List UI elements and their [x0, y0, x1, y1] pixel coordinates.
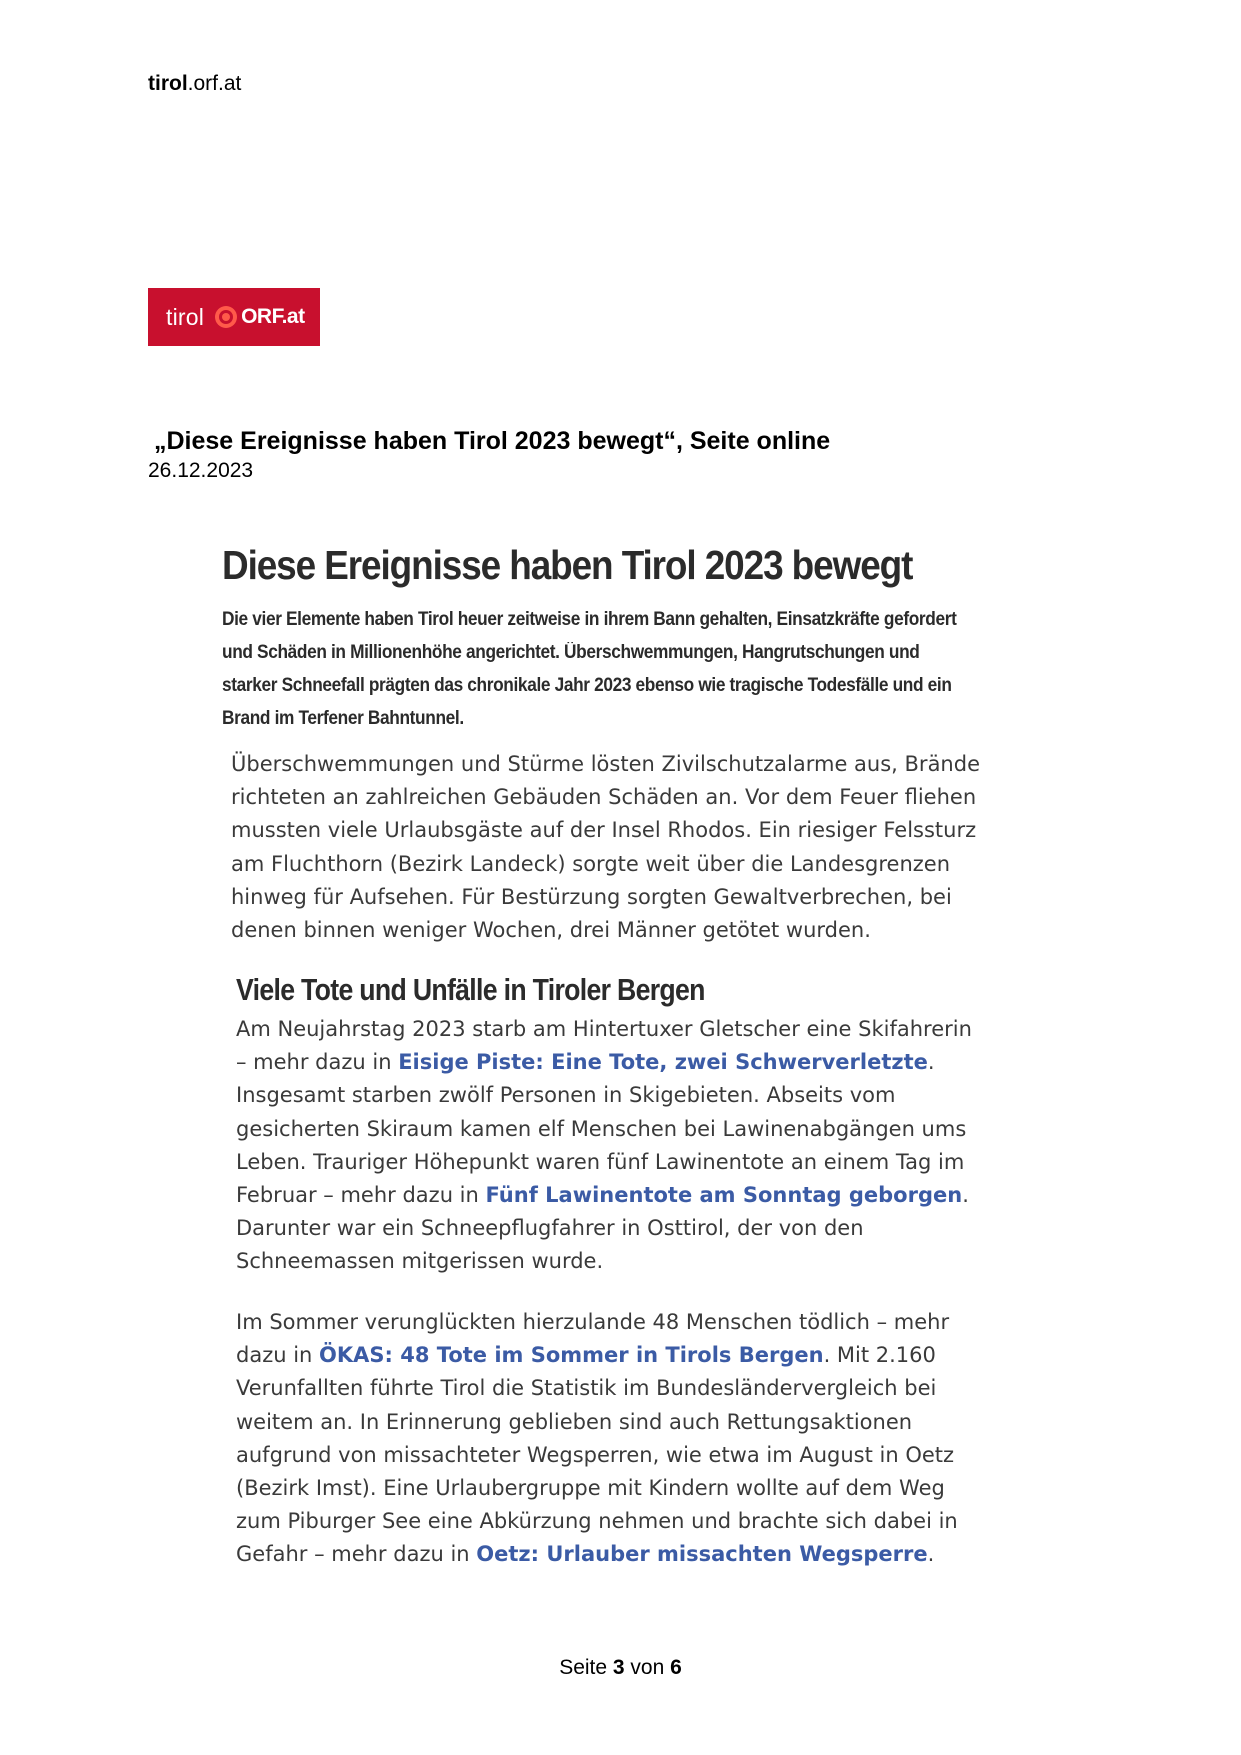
line-text: .	[927, 1542, 935, 1567]
page-total: 6	[670, 1656, 682, 1679]
site-name-rest: .orf.at	[187, 72, 242, 95]
link-fuenf-lawinentote[interactable]: Fünf Lawinentote am Sonntag geborgen	[485, 1183, 963, 1208]
document-title: „Diese Ereignisse haben Tirol 2023 bewegt“, Seite online	[154, 427, 831, 455]
page-number	[0, 1656, 1241, 1680]
paragraph-line: Darunter war ein Schneepflugfahrer in Osttirol, der von den	[236, 1216, 864, 1241]
article-intro	[231, 748, 1051, 947]
paragraph-line: Im Sommer verunglückten hierzulande 48 Menschen tödlich – mehr	[236, 1310, 950, 1334]
line-text: .	[927, 1050, 935, 1075]
paragraph-line: Insgesamt starben zwölf Personen in Skigebieten. Abseits vom	[236, 1083, 896, 1108]
site-name-bold: tirol	[148, 72, 188, 95]
paragraph-line	[236, 1538, 958, 1571]
page-middle: von	[624, 1656, 671, 1679]
paragraph-line: Am Neujahrstag 2023 starb am Hintertuxer Gletscher eine Skifahrerin	[236, 1017, 972, 1041]
logo-orf-text: ORF.at	[241, 305, 305, 328]
site-name	[148, 72, 241, 96]
document-date: 26.12.2023	[148, 459, 254, 482]
article-lead	[222, 603, 1052, 735]
page-prefix: Seite	[559, 1656, 613, 1679]
line-text: . Mit 2.160	[823, 1343, 936, 1368]
paragraph-line: Verunfallten führte Tirol die Statistik im Bundesländervergleich bei	[236, 1376, 937, 1401]
lead-line: starker Schneefall prägten das chronikale Jahr 2023 ebenso wie tragische Todesfälle und ein	[222, 675, 952, 696]
line-text: Gefahr – mehr dazu in	[236, 1542, 477, 1567]
line-text: – mehr dazu in	[236, 1050, 399, 1075]
section-heading: Viele Tote und Unfälle in Tiroler Bergen	[236, 972, 705, 1007]
orf-logo	[148, 288, 320, 346]
article-clipping	[222, 536, 1042, 1567]
paragraph-line: zum Piburger See eine Abkürzung nehmen und brachte sich dabei in	[236, 1509, 958, 1534]
paragraph-line	[236, 1339, 958, 1372]
intro-line: Überschwemmungen und Stürme lösten Zivilschutzalarme aus, Brände	[231, 752, 980, 776]
intro-line: hinweg für Aufsehen. Für Bestürzung sorgten Gewaltverbrechen, bei	[231, 884, 952, 909]
line-text: .	[962, 1183, 969, 1208]
article-title: Diese Ereignisse haben Tirol 2023 bewegt	[222, 542, 913, 588]
paragraph-line: gesicherten Skiraum kamen elf Menschen bei Lawinenabgängen ums	[236, 1116, 967, 1141]
lead-line: Brand im Terfener Bahntunnel.	[222, 708, 464, 729]
link-oetz-wegsperre[interactable]: Oetz: Urlauber missachten Wegsperre	[476, 1542, 928, 1567]
link-oekas-48-tote[interactable]: ÖKAS: 48 Tote im Sommer in Tirols Bergen	[319, 1343, 824, 1368]
lead-line: und Schäden in Millionenhöhe angerichtet. Überschwemmungen, Hangrutschungen und	[222, 642, 920, 663]
paragraph-line: weitem an. In Erinnerung geblieben sind auch Rettungsaktionen	[236, 1409, 913, 1434]
paragraph-line	[236, 1046, 972, 1079]
page-current: 3	[612, 1656, 625, 1679]
paragraph-line: Leben. Trauriger Höhepunkt waren fünf Lawinentote an einem Tag im	[236, 1149, 965, 1174]
paragraph-ski-accidents	[236, 1013, 972, 1279]
paragraph-summer-accidents	[236, 1306, 958, 1572]
line-text: dazu in	[236, 1343, 320, 1368]
paragraph-line: aufgrund von missachteter Wegsperren, wie etwa im August in Oetz	[236, 1442, 955, 1467]
intro-line: denen binnen weniger Wochen, drei Männer getötet wurden.	[231, 918, 871, 943]
line-text: Februar – mehr dazu in	[236, 1183, 486, 1208]
logo-tirol-text: tirol	[166, 303, 205, 330]
intro-line: mussten viele Urlaubsgäste auf der Insel Rhodos. Ein riesiger Felssturz	[231, 818, 977, 843]
paragraph-line	[236, 1179, 972, 1212]
orf-eye-icon	[214, 305, 238, 329]
paragraph-line: Schneemassen mitgerissen wurde.	[236, 1249, 604, 1274]
paragraph-line: (Bezirk Imst). Eine Urlaubergruppe mit Kindern wollte auf dem Weg	[236, 1476, 945, 1501]
intro-line: am Fluchthorn (Bezirk Landeck) sorgte weit über die Landesgrenzen	[231, 851, 951, 876]
lead-line: Die vier Elemente haben Tirol heuer zeitweise in ihrem Bann gehalten, Einsatzkräfte gefordert	[222, 609, 957, 630]
intro-line: richteten an zahlreichen Gebäuden Schäden an. Vor dem Feuer fliehen	[231, 785, 977, 810]
link-eisige-piste[interactable]: Eisige Piste: Eine Tote, zwei Schwerverletzte	[398, 1050, 928, 1075]
